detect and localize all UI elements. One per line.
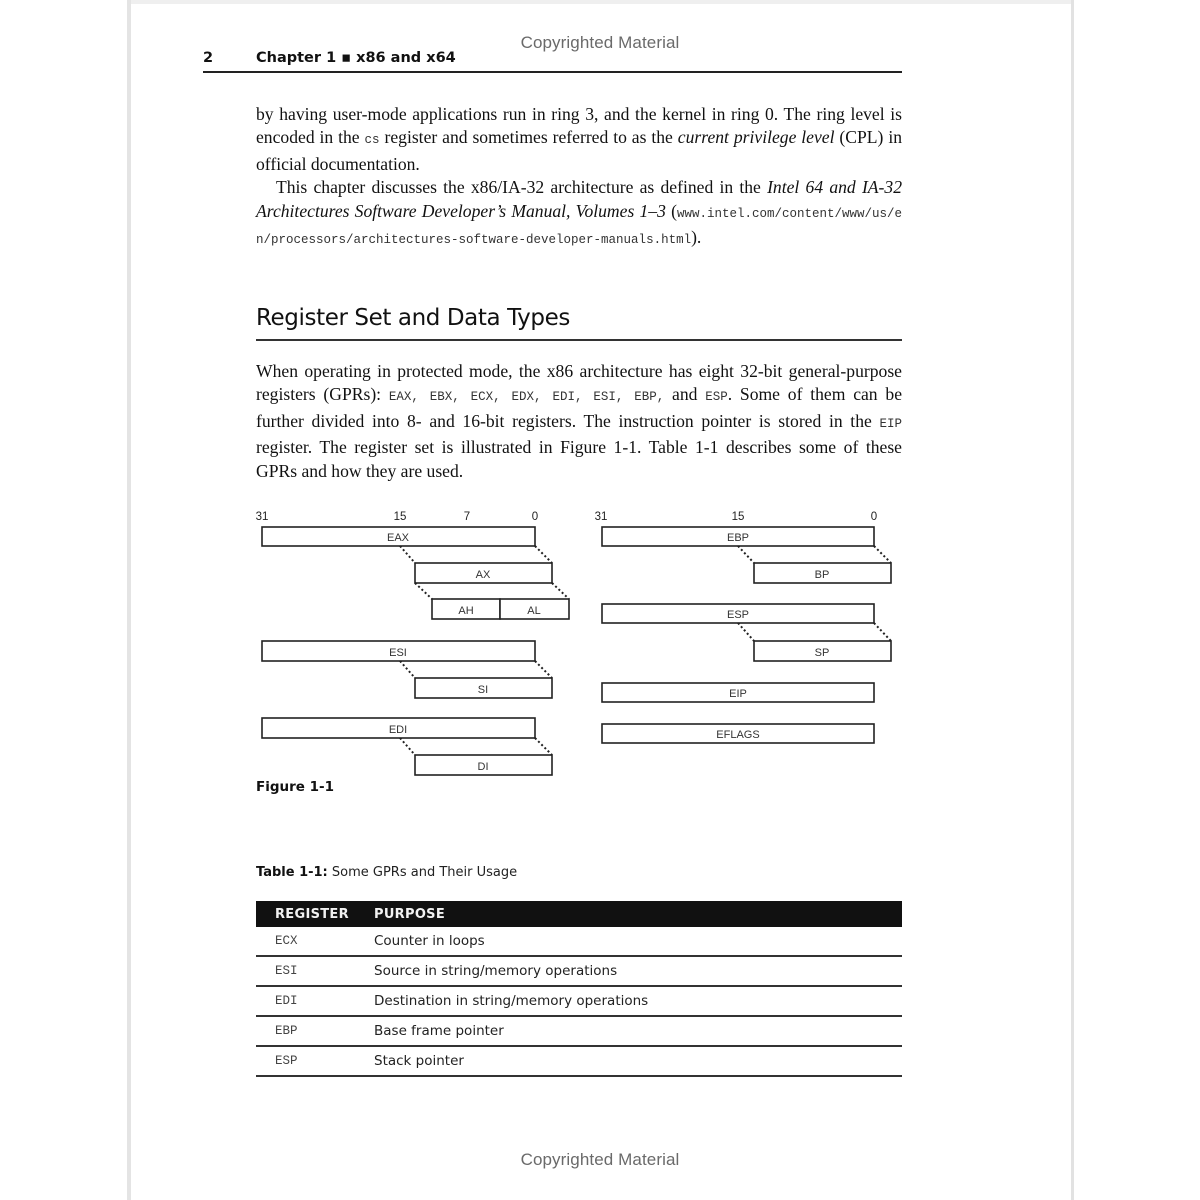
connector-line — [738, 546, 754, 563]
text: This chapter discusses the x86/IA-32 architecture as defined in the — [276, 177, 768, 198]
cell-purpose: Source in string/memory operations — [374, 956, 902, 986]
register-label-si: SI — [477, 684, 489, 696]
watermark-top: Copyrighted Material — [520, 33, 680, 52]
cell-purpose: Base frame pointer — [374, 1016, 902, 1046]
code-register-list: EAX, EBX, ECX, EDX, EDI, ESI, EBP, — [388, 390, 665, 405]
register-label-bp: BP — [814, 569, 830, 581]
connector-line — [874, 623, 891, 641]
bit-label-7: 7 — [463, 511, 471, 523]
code-esp: ESP — [705, 390, 728, 405]
register-label-di: DI — [477, 761, 489, 773]
register-label-al: AL — [527, 605, 541, 617]
cell-register: ESI — [256, 956, 374, 986]
section-heading: Register Set and Data Types — [256, 305, 570, 331]
text: register and sometimes referred to as the — [379, 127, 678, 148]
bit-label-15: 15 — [731, 511, 745, 523]
cell-register: ESP — [256, 1046, 374, 1076]
cell-register: ECX — [256, 927, 374, 956]
register-label-sp: SP — [814, 647, 830, 659]
register-label-eip: EIP — [729, 688, 747, 700]
table-row — [256, 1016, 902, 1046]
register-label-eax: EAX — [386, 532, 410, 544]
manual-title: Intel 64 and IA-32 Architectures Software Developer’s Manual, Volumes 1–3 — [256, 177, 903, 221]
register-label-ebp: EBP — [726, 532, 750, 544]
connector-line — [535, 738, 552, 755]
table-caption-text: Some GPRs and Their Usage — [327, 865, 518, 880]
connector-line — [415, 583, 432, 599]
text: register. The register set is illustrated in Figure 1-1. Table 1-1 describes some of these GPRs and how they are used. — [256, 437, 902, 481]
connector-line — [400, 546, 415, 563]
text: When operating in protected mode, the x86 architecture has eight 32-bit general-purpose registers (GPRs): — [256, 361, 902, 405]
connector-line — [535, 546, 552, 563]
code-cs: cs — [364, 133, 380, 148]
text: and — [664, 384, 706, 405]
term-cpl: current privilege level — [677, 127, 835, 148]
table-header-row — [256, 901, 902, 927]
table-row — [256, 927, 902, 956]
code-eip: EIP — [879, 416, 902, 431]
cell-purpose: Stack pointer — [374, 1046, 902, 1076]
table-caption — [256, 865, 517, 880]
figure-caption: Figure 1-1 — [256, 779, 335, 795]
gpr-usage-table — [256, 901, 902, 1077]
column-header-purpose: PURPOSE — [374, 901, 902, 927]
register-label-esi: ESI — [389, 647, 407, 659]
register-label-esp: ESP — [726, 609, 750, 621]
connector-line — [738, 623, 754, 641]
cell-register: EDI — [256, 986, 374, 1016]
cell-purpose: Counter in loops — [374, 927, 902, 956]
connector-line — [400, 738, 415, 755]
text: (CPL) in official documentation. — [256, 127, 902, 174]
text: by having user-mode applications run in ring 3, and the kernel in ring 0. The ring level is encoded in the — [256, 104, 902, 148]
page-number: 2 — [203, 50, 214, 66]
table-caption-label: Table 1-1: — [256, 865, 328, 880]
text: ( — [665, 200, 677, 221]
register-label-edi: EDI — [388, 724, 408, 736]
text: ). — [691, 227, 702, 248]
register-label-ax: AX — [475, 569, 491, 581]
bit-label-0: 0 — [531, 511, 539, 523]
table-row — [256, 986, 902, 1016]
cell-register: EBP — [256, 1016, 374, 1046]
watermark-bottom: Copyrighted Material — [520, 1150, 680, 1169]
chapter-title: Chapter 1 ▪ x86 and x64 — [256, 50, 456, 66]
cell-purpose: Destination in string/memory operations — [374, 986, 902, 1016]
register-label-ah: AH — [458, 605, 474, 617]
connector-line — [535, 661, 552, 678]
connector-line — [552, 583, 569, 599]
manual-url[interactable]: www.intel.com/content/www/us/en/processors/architectures-software-developer-manuals.html — [256, 206, 902, 248]
bit-label-15: 15 — [393, 511, 407, 523]
bit-label-31: 31 — [255, 511, 269, 523]
connector-line — [874, 546, 891, 563]
text: . Some of them can be further divided into 8- and 16-bit registers. The instruction pointer is stored in the — [256, 384, 902, 431]
register-label-eflags: EFLAGS — [716, 729, 760, 741]
table-row — [256, 956, 902, 986]
connector-line — [400, 661, 415, 678]
bit-label-0: 0 — [870, 511, 878, 523]
column-header-register: REGISTER — [256, 901, 374, 927]
bit-label-31: 31 — [594, 511, 608, 523]
table-row — [256, 1046, 902, 1076]
